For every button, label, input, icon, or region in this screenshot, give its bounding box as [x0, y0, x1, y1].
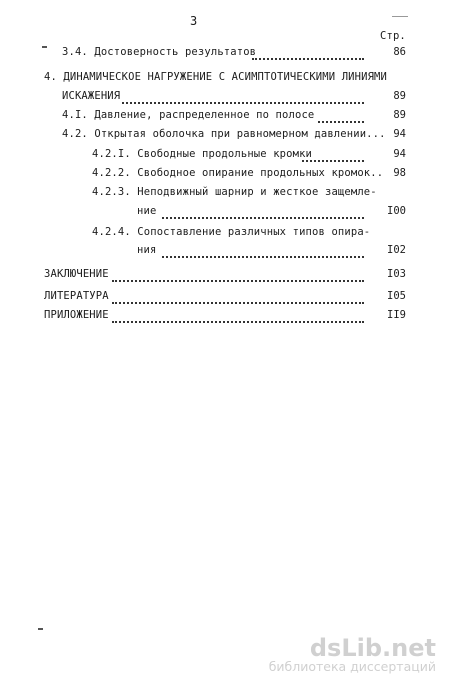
toc-entry-title: ПРИЛОЖЕНИЕ: [44, 309, 109, 321]
toc-entry-page: 89: [393, 90, 406, 102]
toc-entry-page: 94: [393, 128, 406, 140]
toc-entry-page: II9: [387, 309, 406, 321]
toc-leader-dots: [162, 216, 364, 219]
watermark: [269, 634, 436, 674]
toc-entry-title: 4.2.4. Сопоставление различных типов опира-: [92, 226, 371, 238]
toc-entry-page: I02: [387, 244, 406, 256]
toc-chapter-title-cont: ИСКАЖЕНИЯ: [62, 90, 121, 102]
toc-entry-page: 94: [393, 148, 406, 160]
toc-entry-page: I03: [387, 268, 406, 280]
toc-leader-dots: [122, 101, 364, 104]
toc-entry-page: 89: [393, 109, 406, 121]
page-number: 3: [190, 14, 198, 28]
toc-leader-dots: [112, 301, 364, 304]
toc-leader-dots: [302, 159, 364, 162]
toc-leader-dots: [162, 255, 364, 258]
toc-entry-title: ЗАКЛЮЧЕНИЕ: [44, 268, 109, 280]
toc-entry-page: 98: [393, 167, 406, 179]
toc-entry-title: ЛИТЕРАТУРА: [44, 290, 109, 302]
toc-entry-title: 4.2.3. Неподвижный шарнир и жесткое защемле-: [92, 186, 377, 198]
scan-artifact: [42, 46, 47, 48]
watermark-subtitle: библиотека диссертаций: [268, 659, 436, 674]
toc-leader-dots: [318, 120, 364, 123]
toc-chapter-title: 4. ДИНАМИЧЕСКОЕ НАГРУЖЕНИЕ С АСИМПТОТИЧЕСКИМИ ЛИНИЯМИ: [44, 71, 387, 83]
scan-artifact: [392, 16, 408, 17]
toc-entry-page: I00: [387, 205, 406, 217]
scan-artifact: [38, 628, 43, 630]
toc-entry-title: 4.2. Открытая оболочка при равномерном давлении...: [62, 128, 386, 140]
toc-leader-dots: [112, 279, 364, 282]
toc-entry-title-cont: ние: [137, 205, 157, 217]
watermark-logo: dsLib.net: [309, 634, 436, 662]
toc-entry-title: 4.2.2. Свободное опирание продольных кромок..: [92, 167, 384, 179]
toc-leader-dots: [252, 57, 364, 60]
toc-entry-title-cont: ния: [137, 244, 157, 256]
toc-entry-title: 4.I. Давление, распределенное по полосе: [62, 109, 315, 121]
toc-leader-dots: [112, 320, 364, 323]
toc-entry-page: 86: [393, 46, 406, 58]
page-column-header: Стр.: [380, 30, 406, 42]
toc-entry-title: 3.4. Достоверность результатов: [62, 46, 257, 58]
toc-entry-title: 4.2.I. Свободные продольные кромки: [92, 148, 313, 160]
toc-entry-page: I05: [387, 290, 406, 302]
